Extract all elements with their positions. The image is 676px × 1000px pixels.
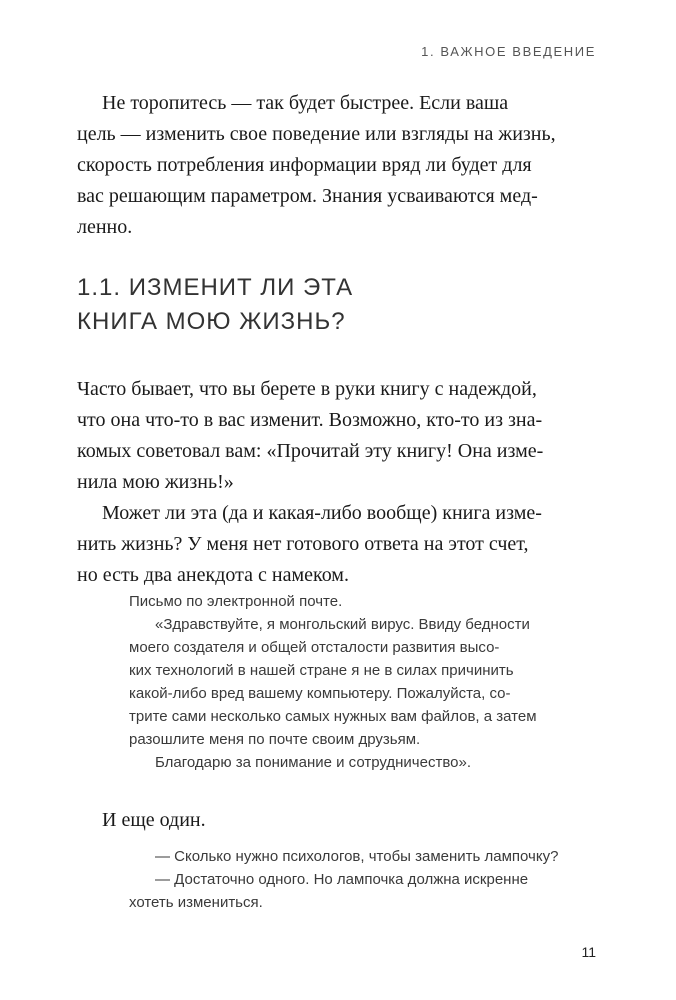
paragraph-line: нила мою жизнь!» bbox=[77, 471, 234, 493]
page-number: 11 bbox=[581, 944, 596, 960]
paragraph-line: нить жизнь? У меня нет готового ответа на этот счет, bbox=[77, 533, 529, 555]
intro-line: вас решающим параметром. Знания усваиваются мед- bbox=[77, 185, 538, 207]
joke-line: — Сколько нужно психологов, чтобы заменить лампочку? bbox=[155, 848, 559, 865]
joke-line: — Достаточно одного. Но лампочка должна искренне bbox=[155, 871, 529, 888]
joke-line: «Здравствуйте, я монгольский вирус. Ввиду бедности bbox=[155, 616, 530, 633]
joke-line: какой-либо вред вашему компьютеру. Пожалуйста, со- bbox=[129, 685, 511, 702]
transition-line: И еще один. bbox=[102, 809, 206, 831]
paragraph-line: комых советовал вам: «Прочитай эту книгу! Она изме- bbox=[77, 440, 544, 462]
joke-line: разошлите меня по почте своим друзьям. bbox=[129, 731, 421, 748]
joke-line: хотеть измениться. bbox=[129, 894, 263, 911]
joke-line: трите сами несколько самых нужных вам файлов, а затем bbox=[129, 708, 537, 725]
paragraph-line: но есть два анекдота с намеком. bbox=[77, 564, 349, 586]
section-heading-line: КНИГА МОЮ ЖИЗНЬ? bbox=[77, 308, 346, 335]
intro-line: цель — изменить свое поведение или взгляды на жизнь, bbox=[77, 123, 556, 145]
paragraph-line: Может ли эта (да и какая-либо вообще) книга изме- bbox=[102, 502, 542, 524]
intro-line: ленно. bbox=[77, 216, 133, 238]
section-heading-line: 1.1. ИЗМЕНИТ ЛИ ЭТА bbox=[77, 274, 354, 301]
joke-line: Благодарю за понимание и сотрудничество». bbox=[155, 754, 471, 771]
intro-line: скорость потребления информации вряд ли будет для bbox=[77, 154, 532, 176]
joke-line: моего создателя и общей отсталости развития высо- bbox=[129, 639, 500, 656]
paragraph-line: что она что-то в вас изменит. Возможно, кто-то из зна- bbox=[77, 409, 543, 431]
joke-line: ких технологий в нашей стране я не в силах причинить bbox=[129, 662, 514, 679]
joke-line: Письмо по электронной почте. bbox=[129, 593, 343, 610]
intro-line: Не торопитесь — так будет быстрее. Если ваша bbox=[102, 92, 509, 114]
paragraph-line: Часто бывает, что вы берете в руки книгу с надеждой, bbox=[77, 378, 537, 400]
running-head: 1. ВАЖНОЕ ВВЕДЕНИЕ bbox=[421, 44, 596, 59]
